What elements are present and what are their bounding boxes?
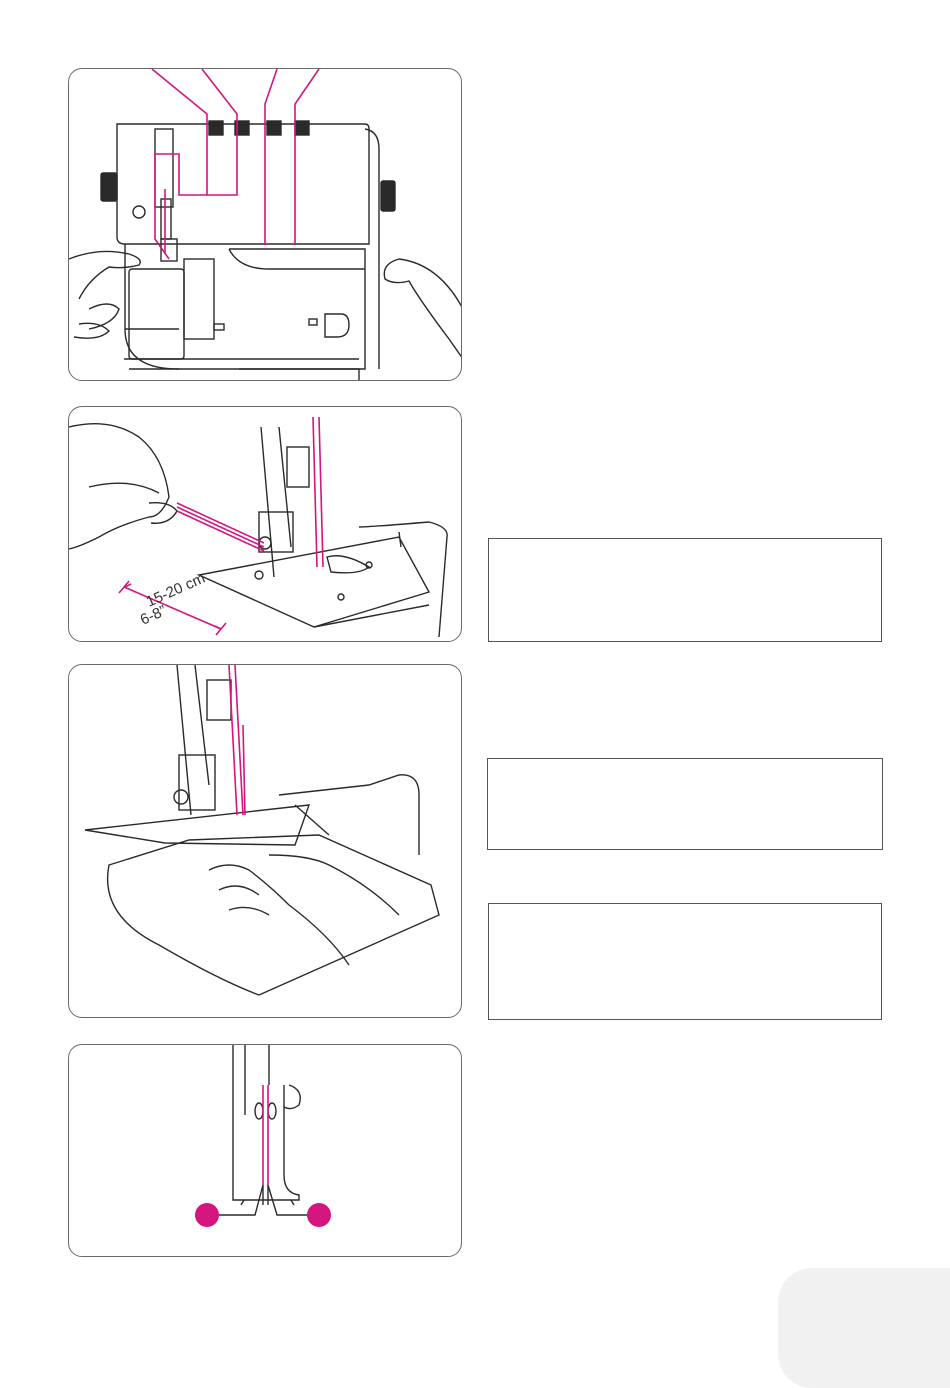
note-box-2 xyxy=(487,758,883,850)
figure-needle-threads xyxy=(68,1044,462,1257)
figure-pull-threads xyxy=(68,406,462,642)
dimension-inch-label: 6-8” xyxy=(137,602,170,629)
figure-fabric-under-foot xyxy=(68,664,462,1018)
needle-threads-illustration xyxy=(69,1045,462,1257)
figure-threading-paths xyxy=(68,68,462,381)
pull-threads-illustration xyxy=(69,407,462,642)
thread-marker-left-icon xyxy=(195,1203,219,1227)
fabric-under-foot-illustration xyxy=(69,665,462,1018)
note-box-3 xyxy=(488,903,882,1020)
dimension-cm-label: 15-20 cm xyxy=(143,569,208,611)
thread-marker-right-icon xyxy=(307,1203,331,1227)
page-corner-tab xyxy=(778,1268,950,1388)
threading-paths-illustration xyxy=(69,69,462,381)
note-box-1 xyxy=(488,538,882,642)
